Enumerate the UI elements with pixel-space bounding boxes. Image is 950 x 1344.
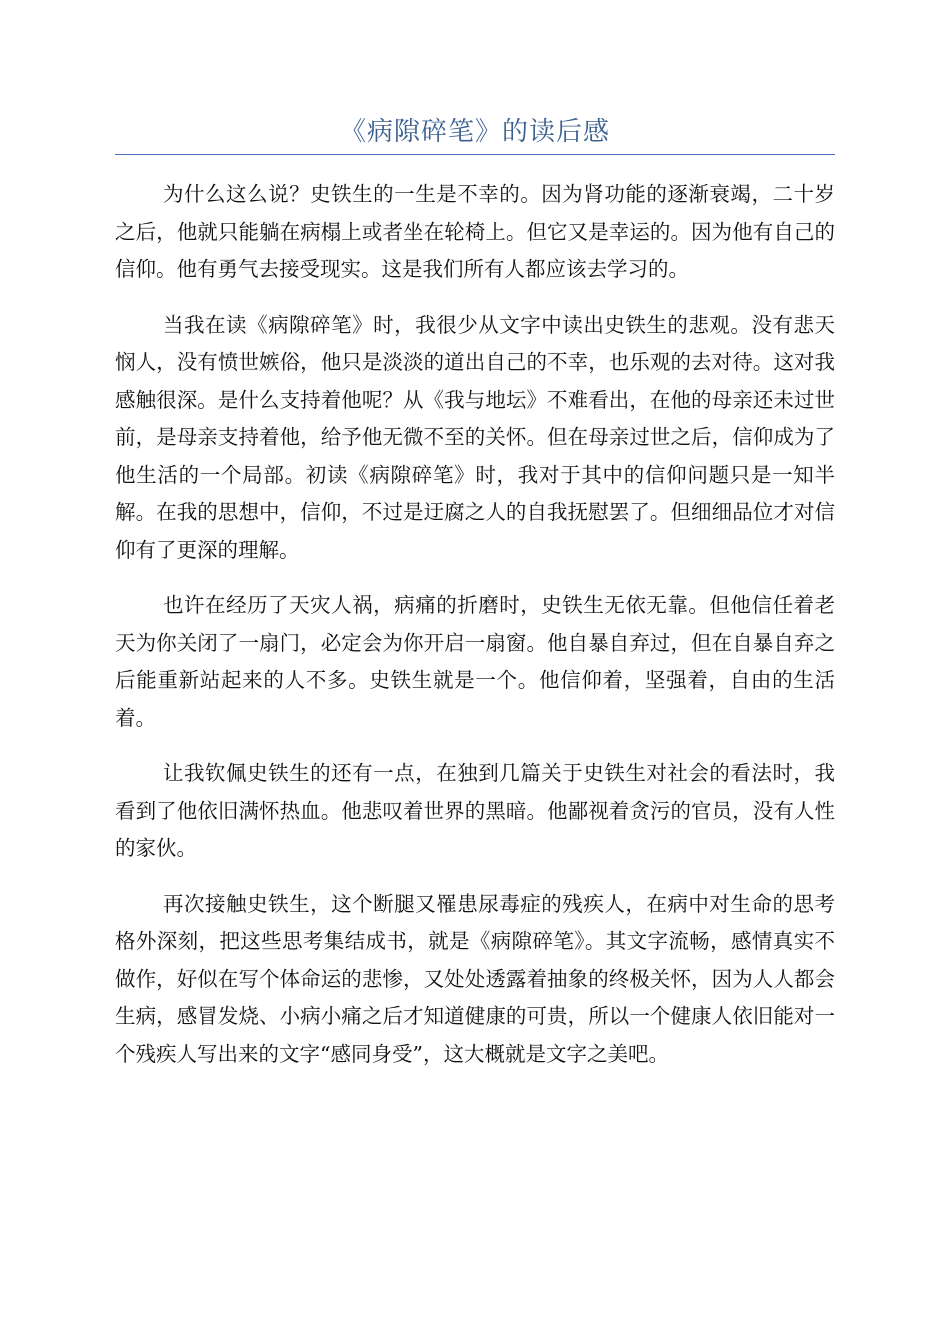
paragraph-2: 当我在读《病隙碎笔》时，我很少从文字中读出史铁生的悲观。没有悲天悯人，没有愤世嫉俗，他只是淡淡的道出自己的不幸，也乐观的去对待。这对我感触很深。是什么支持着他呢？从《我与地坛》不难看出，在他的母亲还未过世前，是母亲支持着他，给予他无微不至的关怀。但在母亲过世之后，信仰成为了他生活的一个局部。初读《病隙碎笔》时，我对于其中的信仰问题只是一知半解。在我的思想中，信仰，不过是迂腐之人的自我抚慰罢了。但细细品位才对信仰有了更深的理解。: [115, 312, 835, 562]
document-body: [115, 176, 835, 1091]
paragraph-5: 再次接触史铁生，这个断腿又罹患尿毒症的残疾人，在病中对生命的思考格外深刻，把这些思考集结成书，就是《病隙碎笔》。其文字流畅，感情真实不做作，好似在写个体命运的悲惨，又处处透露着抽象的终极关怀，因为人人都会生病，感冒发烧、小病小痛之后才知道健康的可贵，所以一个健康人依旧能对一个残疾人写出来的文字“感同身受”，这大概就是文字之美吧。: [115, 891, 835, 1066]
paragraph-1: 为什么这么说？史铁生的一生是不幸的。因为肾功能的逐渐衰竭，二十岁之后，他就只能躺在病榻上或者坐在轮椅上。但它又是幸运的。因为他有自己的信仰。他有勇气去接受现实。这是我们所有人都应该去学习的。: [115, 182, 835, 281]
document-title: 《病隙碎笔》的读后感: [339, 117, 610, 147]
paragraph-3: 也许在经历了天灾人祸，病痛的折磨时，史铁生无依无靠。但他信任着老天为你关闭了一扇门，必定会为你开启一扇窗。他自暴自弃过，但在自暴自弃之后能重新站起来的人不多。史铁生就是一个。他信仰着，坚强着，自由的生活着。: [115, 593, 835, 730]
paragraph-4: 让我钦佩史铁生的还有一点，在独到几篇关于史铁生对社会的看法时，我看到了他依旧满怀热血。他悲叹着世界的黑暗。他鄙视着贪污的官员，没有人性的家伙。: [115, 761, 835, 860]
title-underline: [115, 154, 835, 155]
